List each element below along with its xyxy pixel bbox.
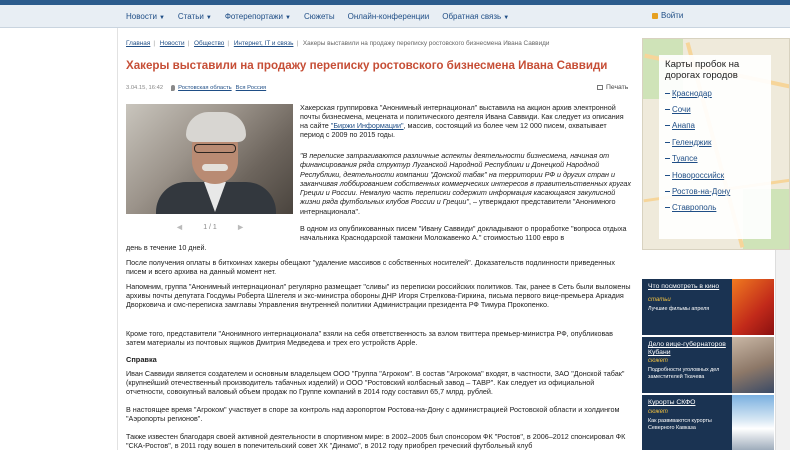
chevron-down-icon: ▼ (205, 15, 212, 21)
chevron-down-icon: ▼ (285, 15, 291, 21)
city-link-tuapse[interactable]: Туапсе (665, 151, 765, 167)
paragraph-1: В одном из опубликованных писем "Ивану Саввиди" докладывают о проработке "вопроса отдыха начальника Краснодарской таможни Моложавенко А." стоимостью 1100 евро в (300, 224, 627, 243)
chevron-down-icon: ▼ (158, 15, 165, 21)
breadcrumb: Главная | Новости | Общество | Интернет, IT и связь | Хакеры выставили на продажу переписку ростовского бизнесмена Ивана Саввиди (126, 40, 550, 47)
article-title: Хакеры выставили на продажу переписку ростовского бизнесмена Ивана Саввиди (126, 59, 608, 72)
promo-cinema[interactable]: Что посмотреть в кино статьи Лучшие фильмы апреля (642, 279, 774, 335)
region-link-russia[interactable]: Вся Россия (235, 85, 267, 91)
traffic-map-widget[interactable] (642, 38, 790, 250)
article-quote: "В переписке затрагиваются различные аспекты деятельности бизнесмена, начиная от финансирования ряда структур Луганской Народной Республики и Донецкой Народной Республики, деятельности компании "Донской табак" на территории РФ и других стран и заканчивая лоббированием собственных коммерческих интересов в правительственных кругах Греции и России. Немалую часть переписки содержит информация касающаяся закулисной жизни ряда футбольных клубов России и Греции", – утверждают представители "Анонимного интернационала". (300, 151, 631, 216)
printer-icon (597, 85, 603, 90)
city-link-anapa[interactable]: Анапа (665, 118, 765, 134)
reference-heading: Справка (126, 355, 157, 364)
city-link-krasnodar[interactable]: Краснодар (665, 85, 765, 101)
city-link-rostov[interactable]: Ростов-на-Дону (665, 183, 765, 199)
promo-vicegovernors-thumb (732, 337, 774, 393)
promo-vicegovernors[interactable]: Дело вице-губернаторов Кубани сюжет Подробности уголовных дел заместителей Ткачева (642, 337, 774, 393)
nav-menu (126, 5, 522, 28)
location-pin-icon (171, 85, 175, 91)
pager-count: 1 / 1 (203, 223, 217, 231)
lock-icon (652, 13, 658, 19)
city-link-novorossiysk[interactable]: Новороссийск (665, 167, 765, 183)
paragraph-3: Напомним, группа "Анонимный интернационал" регулярно размещает "сливы" из переписки российских политиков. Так, ранее в Сеть были выложены архивы почты депутата Госдумы Роберта Шлегеля и экс-министра обороны ДНР Игоря Стрелкова-Гиркина, письма первого вице-премьера Аркадия Дворковича и смс-переписка замглавы Управления внутренней политики Администрации президента РФ Тимура Прокопенко. (126, 282, 631, 310)
nav-photo[interactable]: Фотерепортажи ▼ (224, 12, 291, 21)
traffic-title: Карты пробок на дорогах городов (665, 59, 740, 81)
nav-stories[interactable]: Сюжеты (303, 12, 335, 21)
nav-articles[interactable]: Статьи ▼ (177, 12, 212, 21)
nav-conferences[interactable]: Онлайн-конференции (347, 12, 430, 21)
page-scrollbar[interactable] (775, 250, 790, 450)
nav-news[interactable]: Новости ▼ (126, 12, 165, 21)
paragraph-7: Также известен благодаря своей активной деятельности в спортивном мире: в 2002–2005 был спонсором ФК "Ростов", в 2006–2012 спонсировал ФК "СКА-Ростов", в 2011 году вошел в попечительский совет ХК "Динамо", в 2012 году приобрел греческий футбольный клуб (126, 432, 626, 450)
article-date: 3.04.15, 16:42 (126, 85, 164, 91)
article-meta (126, 85, 270, 91)
login-link[interactable]: Войти (652, 11, 683, 20)
breadcrumb-home[interactable]: Главная (126, 40, 151, 47)
paragraph-6: В настоящее время "Агроком" участвует в споре за контроль над аэропортом Ростова-на-Дону с администрацией Ростовской области и холдингом "Аэропорты регионов". (126, 405, 620, 424)
prev-arrow-icon[interactable]: ◄ (175, 222, 184, 232)
main-nav (0, 5, 790, 28)
city-link-gelendzhik[interactable]: Геленджик (665, 134, 765, 150)
breadcrumb-society[interactable]: Общество (193, 40, 225, 47)
promo-cinema-thumb (732, 279, 774, 335)
birzha-link[interactable]: "Биржи Информации" (330, 121, 404, 131)
chevron-down-icon: ▼ (503, 15, 510, 21)
breadcrumb-it[interactable]: Интернет, IT и связь (233, 40, 294, 47)
article-lead: Хакерская группировка "Анонимный интернационал" выставила на акцион архив электронной почты бизнесмена, мецената и политического деятеля Ивана Саввиди. Как следует из описания на сайте "Биржи Информации", массив, состоящий из более чем 12 000 писем, охватывает период с 2009 по 2015 годы. (300, 103, 624, 140)
city-link-stavropol[interactable]: Ставрополь (665, 200, 765, 216)
paragraph-4: Кроме того, представители "Анонимного интернационала" взяли на себя ответственность за взлом твиттера премьер-министра РФ, опубликовав затем материалы из почтовых ящиков Дмитрия Медведева и трех его устройств Apple. (126, 329, 614, 348)
article-photo[interactable] (126, 104, 293, 214)
nav-feedback[interactable]: Обратная связь ▼ (442, 12, 510, 21)
promo-resorts-thumb (732, 395, 774, 450)
next-arrow-icon[interactable]: ► (236, 222, 245, 232)
traffic-panel (659, 55, 771, 239)
photo-pager (175, 222, 245, 232)
breadcrumb-current: Хакеры выставили на продажу переписку ростовского бизнесмена Ивана Саввиди (302, 40, 550, 47)
city-link-sochi[interactable]: Сочи (665, 101, 765, 117)
print-button[interactable]: Печать (597, 84, 628, 91)
paragraph-2: После получения оплаты в биткоинах хакеры обещают "удаление массивов с собственных носителей". Доказательств подлинности приведенных писем и всего архива на данный момент нет. (126, 258, 615, 277)
promo-resorts[interactable]: Курорты СКФО сюжет Как развиваются курорты Северного Кавказа (642, 395, 774, 450)
paragraph-5: Иван Саввиди является создателем и основным владельцем ООО "Группа "Агроком". В состав "Агрокома" входят, в частности, ЗАО "Донской табак" (крупнейший отечественный производитель табачных изделий) и ООО "Ростовский колбасный завод – ТАВР". Как следует из официальной отчетности, совокупный валовый объем продаж по Группе компаний в 2014 году составил 65,7 млрд. рублей. (126, 369, 625, 397)
paragraph-1-tail: день в течение 10 дней. (126, 243, 207, 252)
left-divider (117, 28, 118, 450)
region-link-rostov[interactable]: Ростовская область (178, 85, 232, 91)
breadcrumb-news[interactable]: Новости (159, 40, 185, 47)
